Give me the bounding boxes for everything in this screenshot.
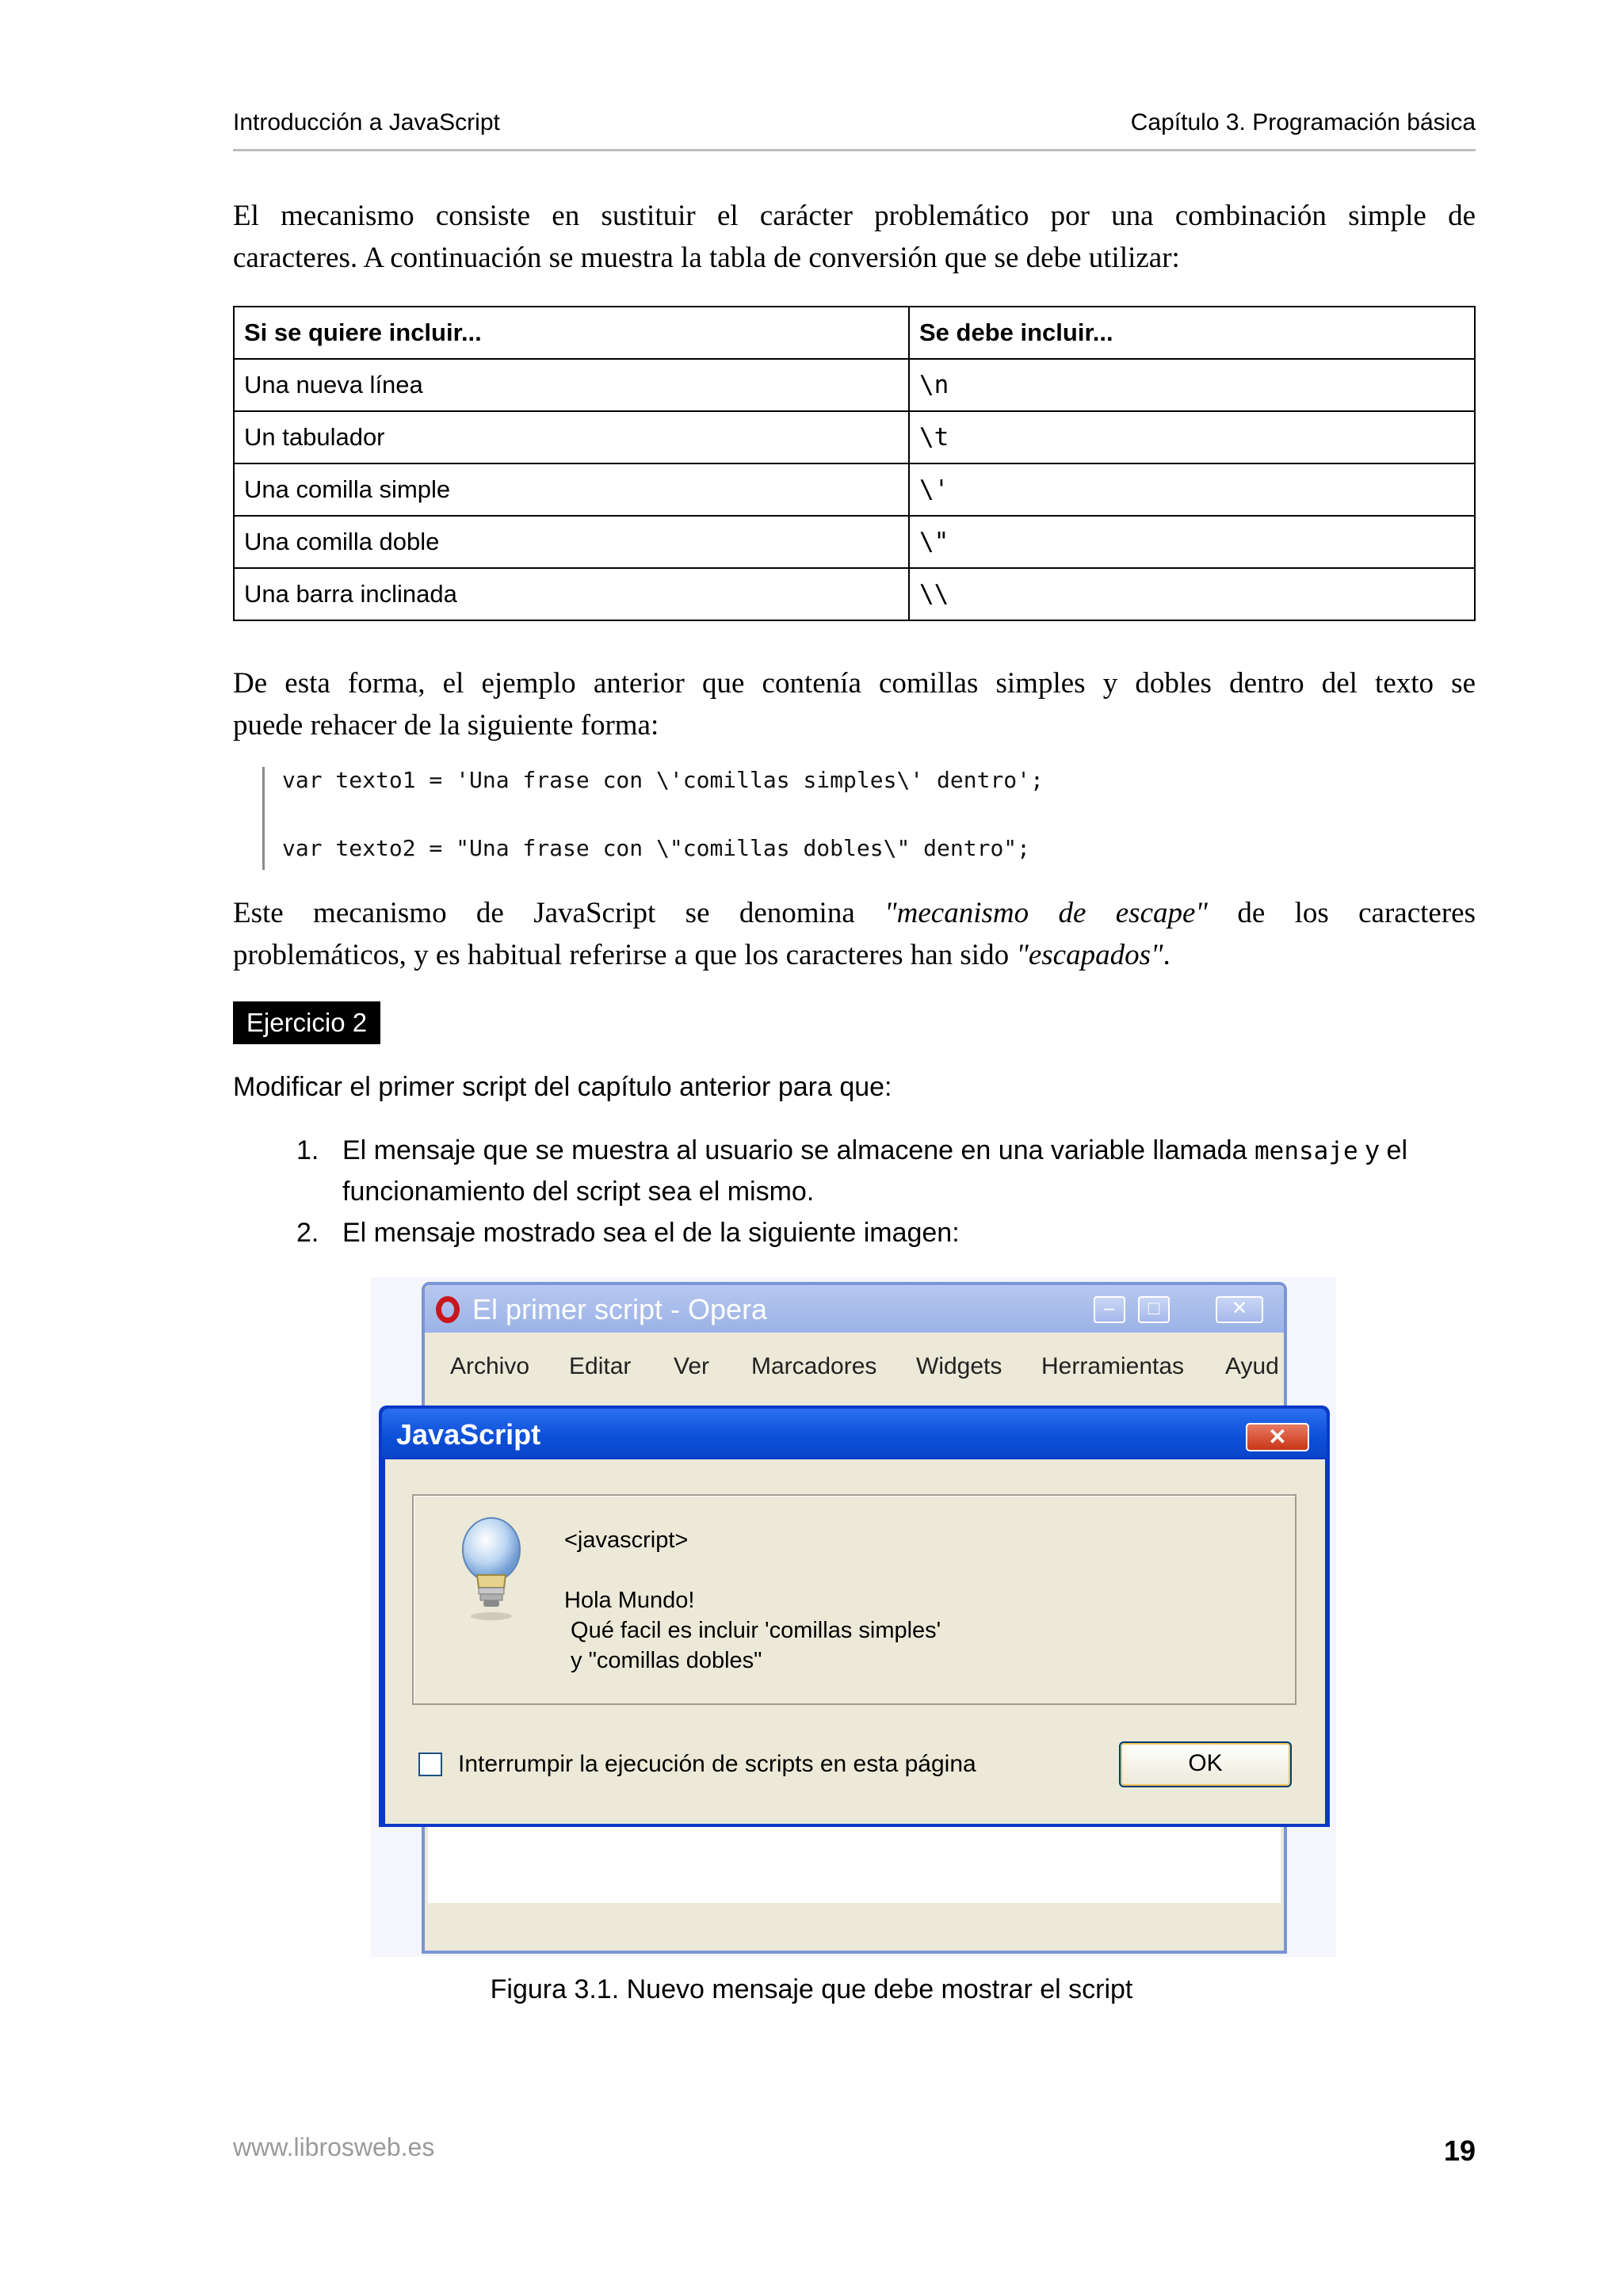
menu-item: Marcadores	[751, 1353, 877, 1379]
table-cell: Una nueva línea	[234, 359, 909, 411]
menu-item: Archivo	[450, 1353, 530, 1379]
escape-para-line-1: Este mecanismo de JavaScript se denomina "mecanismo de escape" de los caracteres	[233, 897, 1476, 929]
table-row	[234, 568, 1475, 620]
code-line: var texto1 = 'Una frase con \'comillas simples\' dentro';	[282, 767, 1044, 793]
menu-item: Herramientas	[1041, 1353, 1185, 1379]
intro-line-2: caracteres. A continuación se muestra la tabla de conversión que se debe utilizar:	[233, 242, 1180, 274]
table-row	[234, 359, 1475, 411]
alert-message-panel	[412, 1494, 1296, 1705]
running-header-chapter: Capítulo 3. Programación básica	[1130, 109, 1476, 135]
maximize-icon: □	[1138, 1296, 1170, 1323]
table-row	[234, 516, 1475, 568]
after-table-line-2: puede rehacer de la siguiente forma:	[233, 709, 659, 742]
footer-url: www.librosweb.es	[233, 2133, 435, 2161]
code-line: var texto2 = "Una frase con \"comillas dobles\" dentro";	[282, 835, 1031, 861]
exercise-intro: Modificar el primer script del capítulo anterior para que:	[233, 1072, 892, 1102]
alert-message-line: y "comillas dobles"	[564, 1648, 762, 1673]
browser-title: El primer script - Opera	[472, 1293, 768, 1325]
table-header-row	[234, 307, 1475, 359]
emphasis: "mecanismo de escape"	[884, 897, 1208, 929]
table-cell: Un tabulador	[234, 411, 909, 463]
list-item-2: El mensaje mostrado sea el de la siguiente imagen:	[342, 1218, 960, 1248]
menu-item: Widgets	[916, 1353, 1002, 1379]
emphasis: "escapados"	[1016, 939, 1163, 971]
list-item-1-line-2: funcionamiento del script sea el mismo.	[342, 1177, 815, 1207]
close-icon: ✕	[1246, 1423, 1309, 1451]
close-icon: ✕	[1216, 1296, 1263, 1323]
exercise-label: Ejercicio 2	[233, 1001, 380, 1044]
menu-item: Ayud	[1225, 1353, 1279, 1379]
running-header-title: Introducción a JavaScript	[233, 109, 500, 135]
alert-message-line: Qué facil es incluir 'comillas simples'	[564, 1618, 941, 1643]
figure-caption: Figura 3.1. Nuevo mensaje que debe mostrar el script	[490, 1974, 1133, 2004]
alert-message-line: <javascript>	[564, 1527, 689, 1553]
list-number: 1.	[296, 1135, 319, 1165]
table-cell: Una barra inclinada	[234, 568, 909, 620]
table-cell-code: \'	[909, 463, 1475, 516]
code-block-bar	[262, 767, 265, 870]
stop-scripts-checkbox[interactable]	[418, 1753, 442, 1776]
opera-logo-icon	[436, 1296, 460, 1323]
table-cell-code: \"	[909, 516, 1475, 568]
table-cell: Una comilla simple	[234, 463, 909, 516]
menu-item: Editar	[569, 1353, 632, 1379]
minimize-icon: –	[1094, 1296, 1125, 1323]
lightbulb-icon	[456, 1515, 526, 1626]
page-number: 19	[1443, 2134, 1476, 2167]
stop-scripts-label: Interrumpir la ejecución de scripts en esta página	[458, 1751, 976, 1777]
table-cell: Una comilla doble	[234, 516, 909, 568]
after-table-line-1: De esta forma, el ejemplo anterior que contenía comillas simples y dobles dentro del texto se	[233, 667, 1476, 700]
alert-title: JavaScript	[396, 1418, 541, 1451]
table-cell-code: \\	[909, 568, 1475, 620]
header-rule	[233, 149, 1476, 151]
escape-table	[233, 306, 1476, 621]
browser-content	[428, 1825, 1281, 1903]
list-item-1-line-1: El mensaje que se muestra al usuario se almacene en una variable llamada mensaje y el	[342, 1135, 1408, 1165]
menu-item: Ver	[674, 1353, 710, 1379]
list-number: 2.	[296, 1218, 319, 1248]
table-cell-code: \t	[909, 411, 1475, 463]
table-row	[234, 463, 1475, 516]
table-cell-code: \n	[909, 359, 1475, 411]
table-row	[234, 411, 1475, 463]
escape-para-line-2: problemáticos, y es habitual referirse a que los caracteres han sido "escapados".	[233, 939, 1170, 971]
inline-code: mensaje	[1254, 1137, 1358, 1165]
table-header-cell: Si se quiere incluir...	[234, 307, 909, 359]
ok-button[interactable]: OK	[1119, 1741, 1292, 1787]
intro-line-1: El mecanismo consiste en sustituir el carácter problemático por una combinación simple de	[233, 200, 1476, 232]
table-header-cell: Se debe incluir...	[909, 307, 1475, 359]
alert-message-line: Hola Mundo!	[564, 1588, 695, 1613]
